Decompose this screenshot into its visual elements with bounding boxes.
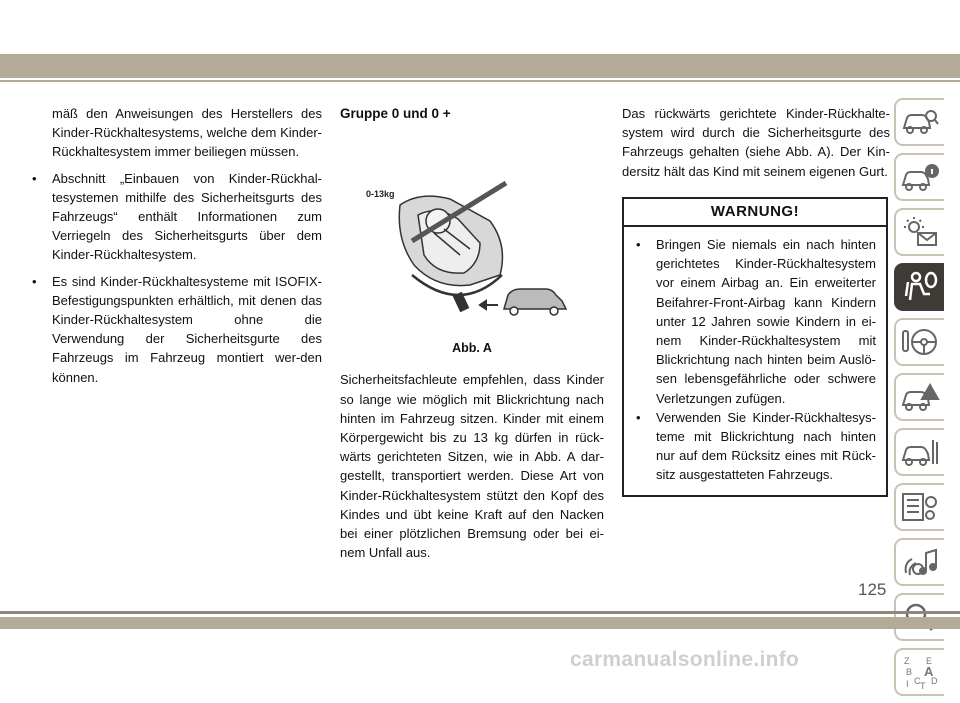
list-item-text: Abschnitt „Einbauen von Kinder-Rückhal-tesystemen mithilfe des Sicherheitsgurts des Fahrzeugs“ enthält Informationen zum Verriegeln des Sicherheitsgurts über dem Kinder-Rückhaltesystem.	[52, 170, 322, 263]
bullet-icon: •	[636, 237, 641, 253]
music-nav-icon	[900, 545, 940, 579]
tab-multimedia[interactable]	[894, 538, 944, 586]
column-middle	[340, 104, 604, 562]
page-number: 125	[858, 580, 887, 599]
index-letter: D	[931, 676, 938, 686]
header-band	[0, 54, 960, 78]
tab-technical-specs[interactable]	[894, 483, 944, 531]
tab-index[interactable]	[894, 648, 944, 696]
child-seat-illustration	[399, 196, 502, 295]
warning-item	[632, 408, 876, 485]
figure-weight-label: 0-13kg	[366, 189, 395, 200]
watermark: carmanualsonline.info	[570, 648, 800, 671]
figure-rear-facing-child-seat	[340, 125, 604, 335]
warning-item	[632, 235, 876, 408]
index-letter: T	[920, 681, 926, 690]
index-letter: Z	[904, 656, 910, 666]
index-letter: C	[914, 676, 921, 686]
warning-box	[622, 197, 888, 497]
column-right	[622, 104, 890, 497]
index-letter: I	[906, 679, 909, 689]
warning-item-text: Verwenden Sie Kinder-Rückhaltesys-teme mit Blickrichtung nach hinten nur auf dem Rücksitz eines mit Rück-sitz ausgestatteten Fahrzeugs.	[656, 409, 876, 483]
continued-paragraph: mäß den Anweisungen des Herstellers des Kinder-Rückhaltesystems, welche dem Kinder-Rückhaltesystem immer beiliegen müssen.	[52, 106, 322, 160]
car-info-icon	[900, 161, 940, 193]
tab-servicing[interactable]	[894, 428, 944, 476]
list-item	[30, 272, 322, 387]
footer-band	[0, 617, 960, 629]
tab-starting-driving[interactable]	[894, 318, 944, 366]
tab-emergency[interactable]	[894, 373, 944, 421]
index-letter: A	[924, 664, 934, 679]
column-left	[30, 104, 322, 387]
footer-rule	[0, 611, 960, 614]
arrow-left-icon	[480, 301, 498, 309]
tab-warning-lights[interactable]	[894, 208, 944, 256]
index-letter: E	[926, 656, 933, 666]
bullet-icon: •	[32, 273, 37, 289]
list-item-text: Es sind Kinder-Rückhaltesysteme mit ISOFIX-Befestigungspunkten erhältlich, mit denen das Kinder-Rückhaltesystem ohne die Verwendung der Sicherheitsgurte des Fahrzeugs im Fahrzeug montiert wer-den können.	[52, 273, 322, 385]
figure-caption: Abb. A	[452, 341, 492, 356]
body-paragraph: Sicherheitsfachleute empfehlen, dass Kinder so lange wie möglich mit Blickrichtung nach hinten im Fahrzeug sitzen. Kinder mit einem Körpergewicht bis zu 13 kg dürfen in rück-wärts gerichteten Sitzen, wie in Abb. A dar-gestellt, transportiert werden. Diese Art von Kinder-Rückhaltesystem stützt den Kopf des Kindes und übt keine Kraft auf den Nacken bei einer plötzlichen Bremsung oder bei ei-nem Unfall aus.	[340, 372, 604, 561]
tab-car-info[interactable]	[894, 153, 944, 201]
warning-item-text: Bringen Sie niemals ein nach hinten gerichtetes Kinder-Rückhaltesystem vor einem Airbag an. Ein erweiterter Beifahrer-Front-Airbag kann Kindern unter 12 Jahren sowie Kindern in ei-nem Kinder-Rückhaltesystem mit Blickrichtung nach hinten beim Auslö-sen lebensgefährliche oder schwere Verletzungen zufügen.	[656, 237, 876, 406]
list-item	[30, 169, 322, 265]
warning-lights-mail-icon	[900, 215, 940, 249]
tab-safety[interactable]	[894, 263, 944, 311]
index-letter: B	[906, 667, 913, 677]
warning-title: WARNUNG!	[624, 199, 886, 227]
header-rule	[0, 80, 960, 82]
checklist-gear-icon	[900, 490, 940, 524]
bullet-icon: •	[636, 409, 641, 425]
section-heading: Gruppe 0 und 0 +	[340, 106, 451, 121]
body-paragraph: Das rückwärts gerichtete Kinder-Rückhalte-system wird durch die Sicherheitsgurte des Fahrzeugs gehalten (siehe Abb. A). Der Kin-dersitz hält das Kind mit seinem eigenen Gurt.	[622, 106, 890, 179]
alphabet-index-icon	[900, 654, 940, 690]
tab-car-search[interactable]	[894, 98, 944, 146]
car-tools-icon	[900, 436, 940, 468]
bullet-icon: •	[32, 170, 37, 186]
steering-key-icon	[900, 325, 940, 359]
car-silhouette-icon	[504, 289, 566, 315]
car-hazard-icon	[900, 381, 940, 413]
seat-airbag-icon	[900, 270, 940, 304]
car-search-icon	[900, 106, 940, 138]
warning-body	[624, 227, 886, 495]
